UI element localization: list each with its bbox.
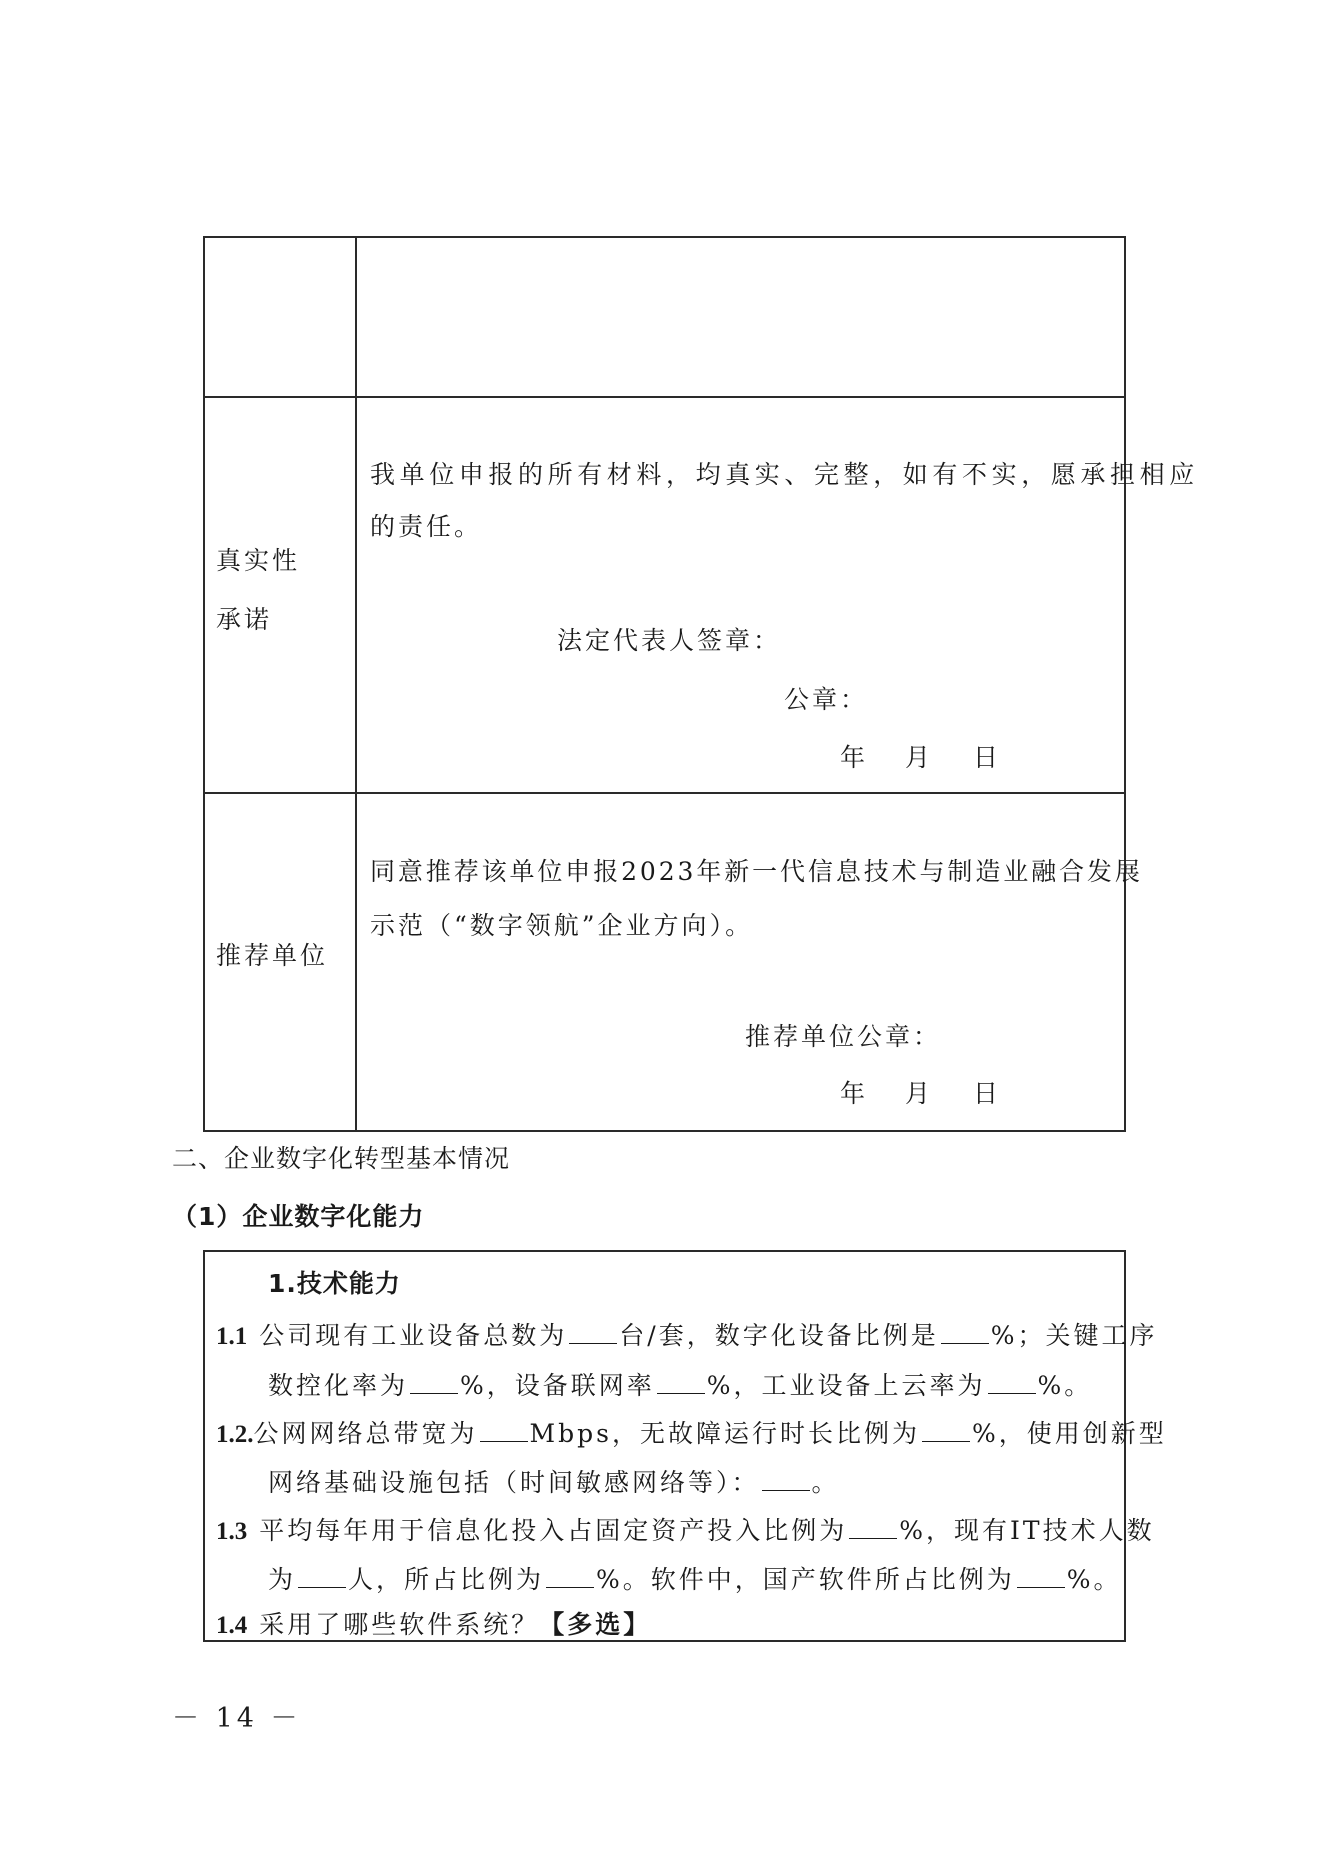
attestation-label-line2: 承诺 [216, 605, 273, 634]
fill-blank[interactable] [762, 1468, 810, 1491]
recommender-statement-line1: 同意推荐该单位申报2023年新一代信息技术与制造业融合发展 [370, 857, 1143, 886]
question-number: 1.1 [216, 1323, 248, 1350]
form-table [203, 236, 1126, 1132]
section-heading: 二、企业数字化转型基本情况 [172, 1144, 511, 1173]
fill-blank[interactable] [1017, 1565, 1065, 1588]
attestation-date-month: 月 [905, 743, 934, 772]
question-1-3-line1: 1.3 平均每年用于信息化投入占固定资产投入比例为 %，现有IT技术人数 [216, 1516, 1155, 1545]
attestation-statement-line1: 我单位申报的所有材料，均真实、完整，如有不实，愿承担相应 [370, 460, 1199, 489]
question-1-2-line1: 1.2.公网网络总带宽为 Mbps，无故障运行时长比例为 %，使用创新型 [216, 1419, 1167, 1448]
fill-blank[interactable] [922, 1419, 970, 1442]
table-row-divider-1 [203, 396, 1124, 398]
question-1-3-line2: 为 人，所占比例为 %。软件中，国产软件所占比例为 %。 [268, 1565, 1122, 1594]
fill-blank[interactable] [480, 1419, 528, 1442]
question-number: 1.3 [216, 1518, 248, 1545]
fill-blank[interactable] [941, 1321, 989, 1344]
recommender-date-day: 日 [973, 1079, 1002, 1108]
recommender-date-month: 月 [905, 1079, 934, 1108]
section-subheading: （1）企业数字化能力 [172, 1202, 425, 1231]
tech-capability-title: 1.技术能力 [268, 1269, 401, 1298]
table-row-divider-2 [203, 792, 1124, 794]
recommender-date-year: 年 [840, 1079, 869, 1108]
fill-blank[interactable] [410, 1371, 458, 1394]
recommender-statement-line2: 示范（“数字领航”企业方向）。 [370, 911, 754, 940]
table-column-divider [355, 236, 357, 1130]
attestation-label-line1: 真实性 [216, 546, 301, 575]
fill-blank[interactable] [657, 1371, 705, 1394]
fill-blank[interactable] [569, 1321, 617, 1344]
attestation-statement-line2: 的责任。 [370, 512, 483, 541]
question-number: 1.2. [216, 1421, 254, 1448]
page-number: － 14 － [172, 1703, 302, 1734]
recommender-label: 推荐单位 [216, 941, 329, 970]
recommender-seal-label: 推荐单位公章： [745, 1022, 942, 1051]
question-1-2-line2: 网络基础设施包括（时间敏感网络等）： 。 [268, 1468, 840, 1497]
question-1-1-line1: 1.1 公司现有工业设备总数为 台/套，数字化设备比例是 %；关键工序 [216, 1321, 1158, 1350]
fill-blank[interactable] [988, 1371, 1036, 1394]
fill-blank[interactable] [546, 1565, 594, 1588]
attestation-date-day: 日 [973, 743, 1002, 772]
question-1-1-line2: 数控化率为 %，设备联网率 %，工业设备上云率为 %。 [268, 1371, 1093, 1400]
question-number: 1.4 [216, 1612, 248, 1639]
official-seal-label: 公章： [784, 685, 869, 714]
fill-blank[interactable] [849, 1516, 897, 1539]
legal-representative-signature: 法定代表人签章： [557, 626, 782, 655]
question-1-4: 1.4 采用了哪些软件系统？【多选】 [216, 1610, 652, 1639]
fill-blank[interactable] [298, 1565, 346, 1588]
attestation-date-year: 年 [840, 743, 869, 772]
